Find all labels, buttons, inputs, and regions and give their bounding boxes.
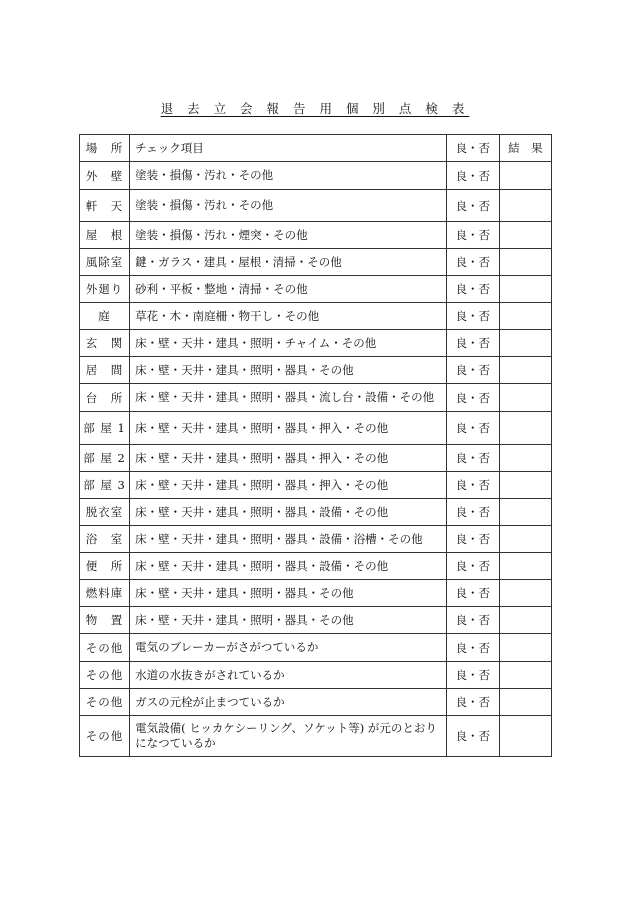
table-row [80,689,552,716]
row-place: 便 所 [80,553,130,580]
row-item: 電気設備( ヒッカケシーリング、ソケット等) が元のとおりになつているか [130,716,447,757]
header-place: 場 所 [80,135,130,162]
row-result[interactable] [499,634,551,662]
row-item: 草花・木・南庭柵・物干し・その他 [130,303,447,330]
row-place: 浴 室 [80,526,130,553]
table-row [80,445,552,472]
row-item: 砂利・平板・整地・清掃・その他 [130,276,447,303]
row-ok-ng[interactable]: 良・否 [446,553,499,580]
row-place: 軒 天 [80,190,130,222]
row-result[interactable] [499,445,551,472]
row-item: ガスの元栓が止まつているか [130,689,447,716]
row-ok-ng[interactable]: 良・否 [446,445,499,472]
row-place: その他 [80,716,130,757]
header-result: 結 果 [499,135,551,162]
row-place: 庭 [80,303,130,330]
row-place: 物 置 [80,607,130,634]
row-item: 水道の水抜きがされているか [130,662,447,689]
row-item: 床・壁・天井・建具・照明・器具・設備・その他 [130,553,447,580]
table-row [80,384,552,412]
row-place: 風除室 [80,249,130,276]
row-item: 床・壁・天井・建具・照明・器具・設備・その他 [130,499,447,526]
row-item: 床・壁・天井・建具・照明・器具・押入・その他 [130,445,447,472]
row-item: 鍵・ガラス・建具・屋根・清掃・その他 [130,249,447,276]
row-result[interactable] [499,276,551,303]
header-item: チェック項目 [130,135,447,162]
table-row [80,634,552,662]
row-result[interactable] [499,472,551,499]
row-ok-ng[interactable]: 良・否 [446,249,499,276]
header-ok: 良・否 [446,135,499,162]
row-item: 塗装・損傷・汚れ・その他 [130,162,447,190]
row-ok-ng[interactable]: 良・否 [446,222,499,249]
row-result[interactable] [499,303,551,330]
row-item: 床・壁・天井・建具・照明・器具・押入・その他 [130,412,447,445]
table-row [80,499,552,526]
row-ok-ng[interactable]: 良・否 [446,689,499,716]
row-place: 外廻り [80,276,130,303]
row-ok-ng[interactable]: 良・否 [446,190,499,222]
table-row [80,276,552,303]
row-item: 床・壁・天井・建具・照明・器具・その他 [130,357,447,384]
row-ok-ng[interactable]: 良・否 [446,303,499,330]
row-ok-ng[interactable]: 良・否 [446,634,499,662]
row-result[interactable] [499,499,551,526]
row-result[interactable] [499,662,551,689]
table-row [80,249,552,276]
row-ok-ng[interactable]: 良・否 [446,662,499,689]
table-row [80,553,552,580]
row-ok-ng[interactable]: 良・否 [446,472,499,499]
table-row [80,357,552,384]
row-item: 床・壁・天井・建具・照明・器具・設備・浴槽・その他 [130,526,447,553]
row-item: 電気のブレーカーがさがつているか [130,634,447,662]
row-result[interactable] [499,580,551,607]
row-result[interactable] [499,357,551,384]
row-ok-ng[interactable]: 良・否 [446,526,499,553]
row-result[interactable] [499,716,551,757]
row-item: 床・壁・天井・建具・照明・器具・その他 [130,580,447,607]
header-row [80,135,552,162]
row-place: その他 [80,662,130,689]
table-row [80,222,552,249]
row-ok-ng[interactable]: 良・否 [446,580,499,607]
table-row [80,580,552,607]
row-ok-ng[interactable]: 良・否 [446,276,499,303]
row-result[interactable] [499,190,551,222]
row-result[interactable] [499,412,551,445]
row-place: その他 [80,689,130,716]
row-result[interactable] [499,553,551,580]
row-ok-ng[interactable]: 良・否 [446,499,499,526]
document-title: 退 去 立 会 報 告 用 個 別 点 検 表 [160,101,470,116]
row-place: 部 屋 1 [80,412,130,445]
row-ok-ng[interactable]: 良・否 [446,607,499,634]
row-item: 床・壁・天井・建具・照明・器具・その他 [130,607,447,634]
row-result[interactable] [499,162,551,190]
table-row [80,526,552,553]
row-ok-ng[interactable]: 良・否 [446,330,499,357]
row-item: 塗装・損傷・汚れ・煙突・その他 [130,222,447,249]
table-row [80,472,552,499]
row-item: 床・壁・天井・建具・照明・器具・押入・その他 [130,472,447,499]
table-row [80,607,552,634]
row-result[interactable] [499,689,551,716]
row-place: 屋 根 [80,222,130,249]
row-result[interactable] [499,249,551,276]
row-place: 台 所 [80,384,130,412]
row-ok-ng[interactable]: 良・否 [446,357,499,384]
table-row [80,716,552,757]
inspection-table [79,134,552,757]
row-place: 部 屋 3 [80,472,130,499]
row-place: 居 間 [80,357,130,384]
row-result[interactable] [499,222,551,249]
row-result[interactable] [499,384,551,412]
row-result[interactable] [499,526,551,553]
row-place: その他 [80,634,130,662]
row-ok-ng[interactable]: 良・否 [446,716,499,757]
row-result[interactable] [499,330,551,357]
table-row [80,662,552,689]
table-row [80,303,552,330]
row-ok-ng[interactable]: 良・否 [446,162,499,190]
row-result[interactable] [499,607,551,634]
row-place: 部 屋 2 [80,445,130,472]
row-place: 外 壁 [80,162,130,190]
row-ok-ng[interactable]: 良・否 [446,412,499,445]
row-item: 床・壁・天井・建具・照明・チャイム・その他 [130,330,447,357]
row-item: 塗装・損傷・汚れ・その他 [130,190,447,222]
row-place: 脱衣室 [80,499,130,526]
row-place: 燃料庫 [80,580,130,607]
table-row [80,412,552,445]
table-row [80,330,552,357]
row-item: 床・壁・天井・建具・照明・器具・流し台・設備・その他 [130,384,447,412]
table-row [80,162,552,190]
table-row [80,190,552,222]
row-ok-ng[interactable]: 良・否 [446,384,499,412]
row-place: 玄 関 [80,330,130,357]
